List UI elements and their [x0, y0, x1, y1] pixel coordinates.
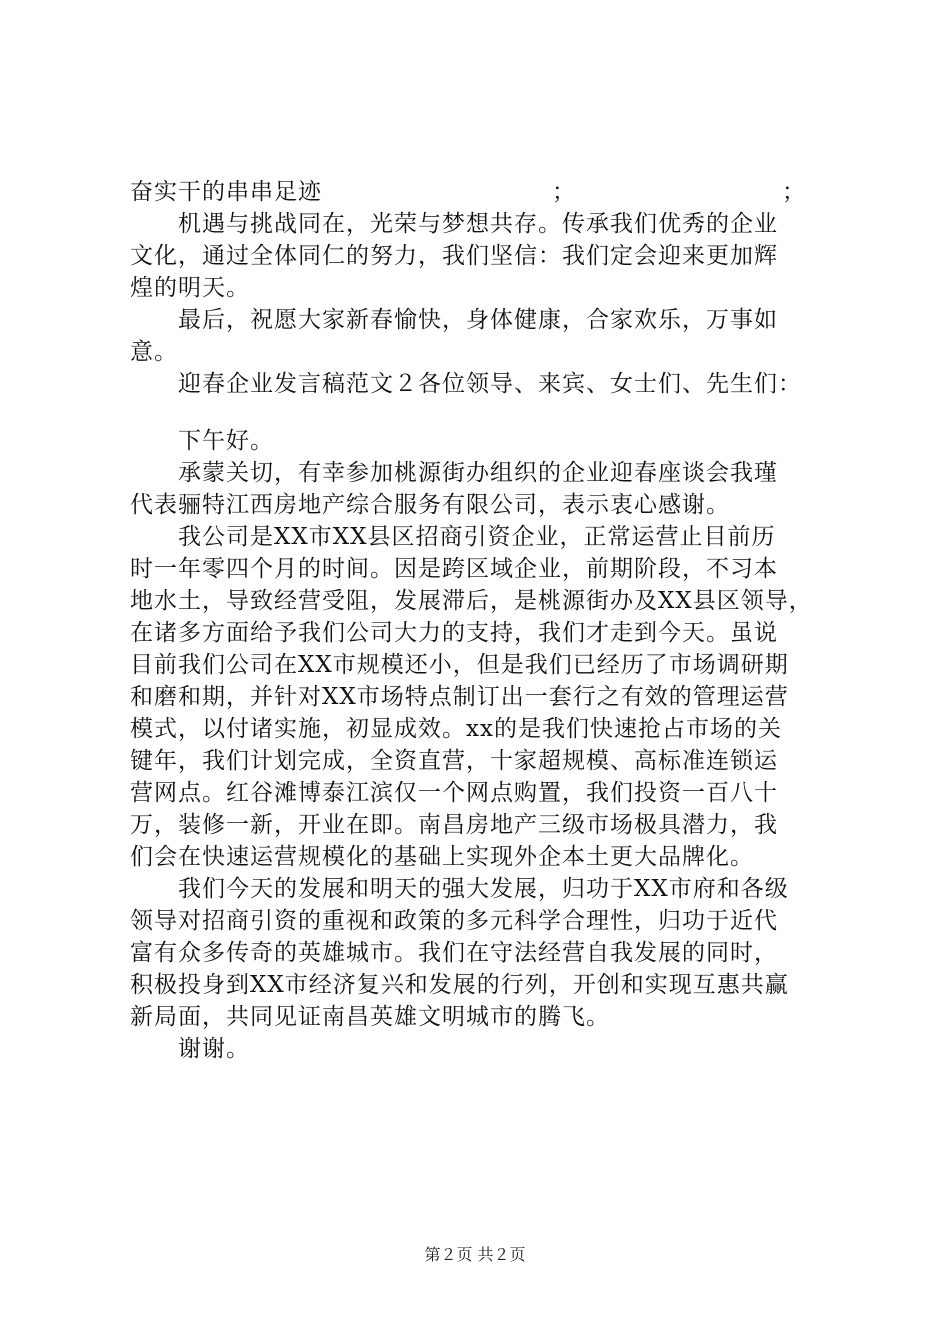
- paragraph-line: 谢谢。: [178, 1036, 250, 1062]
- paragraph-line: 迎春企业发言稿范文２各位领导、来宾、女士们、先生们：: [178, 371, 802, 397]
- text-line: 在诸多方面给予我们公司大力的支持，我们才走到今天。虽说: [130, 620, 778, 646]
- paragraph-line: 机遇与挑战同在，光荣与梦想共存。传承我们优秀的企业: [178, 211, 778, 237]
- text-line: 模式，以付诸实施，初显成效。xx的是我们快速抢占市场的关: [130, 716, 782, 742]
- text-line: 目前我们公司在XX市规模还小，但是我们已经历了市场调研期: [130, 652, 789, 678]
- paragraph-line: 我们今天的发展和明天的强大发展，归功于XX市府和各级: [178, 876, 789, 902]
- text-line: 煌的明天。: [130, 275, 250, 301]
- text-line: 文化，通过全体同仁的努力，我们坚信：我们定会迎来更加辉: [130, 243, 778, 269]
- text-line: 新局面，共同见证南昌英雄文明城市的腾飞。: [130, 1004, 610, 1030]
- text-line: 领导对招商引资的重视和政策的多元科学合理性，归功于近代: [130, 908, 778, 934]
- paragraph-line: 承蒙关切，有幸参加桃源街办组织的企业迎春座谈会我瑾: [178, 460, 778, 486]
- paragraph-line: 下午好。: [178, 428, 274, 454]
- text-line: 时一年零四个月的时间。因是跨区域企业，前期阶段，不习本: [130, 556, 778, 582]
- page-number-footer: 第２页 共２页: [424, 1245, 526, 1264]
- paragraph-line: 最后，祝愿大家新春愉快，身体健康，合家欢乐，万事如: [178, 307, 778, 333]
- text-line: 和磨和期，并针对XX市场特点制订出一套行之有效的管理运营: [130, 684, 789, 710]
- text-line: 们会在快速运营规模化的基础上实现外企本土更大品牌化。: [130, 844, 754, 870]
- text-line: 意。: [130, 339, 178, 365]
- semicolon-mark: ；: [782, 179, 805, 205]
- text-line: 富有众多传奇的英雄城市。我们在守法经营自我发展的同时，: [130, 940, 778, 966]
- text-line: 营网点。红谷滩博泰江滨仅一个网点购置，我们投资一百八十: [130, 780, 778, 806]
- text-line: 万，装修一新，开业在即。南昌房地产三级市场极具潜力，我: [130, 812, 778, 838]
- text-line: 积极投身到XX市经济复兴和发展的行列，开创和实现互惠共赢: [130, 972, 789, 998]
- text-line: 键年，我们计划完成，全资直营，十家超规模、高标准连锁运: [130, 748, 778, 774]
- text-line: 代表骊特江西房地产综合服务有限公司，表示衷心感谢。: [130, 492, 730, 518]
- paragraph-line: 我公司是XX市XX县区招商引资企业，正常运营止目前历: [178, 524, 776, 550]
- text-line: 地水土，导致经营受阻，发展滞后，是桃源街办及XX县区领导，: [130, 588, 813, 614]
- text-line: 奋实干的串串足迹: [130, 179, 322, 205]
- semicolon-mark: ；: [552, 179, 575, 205]
